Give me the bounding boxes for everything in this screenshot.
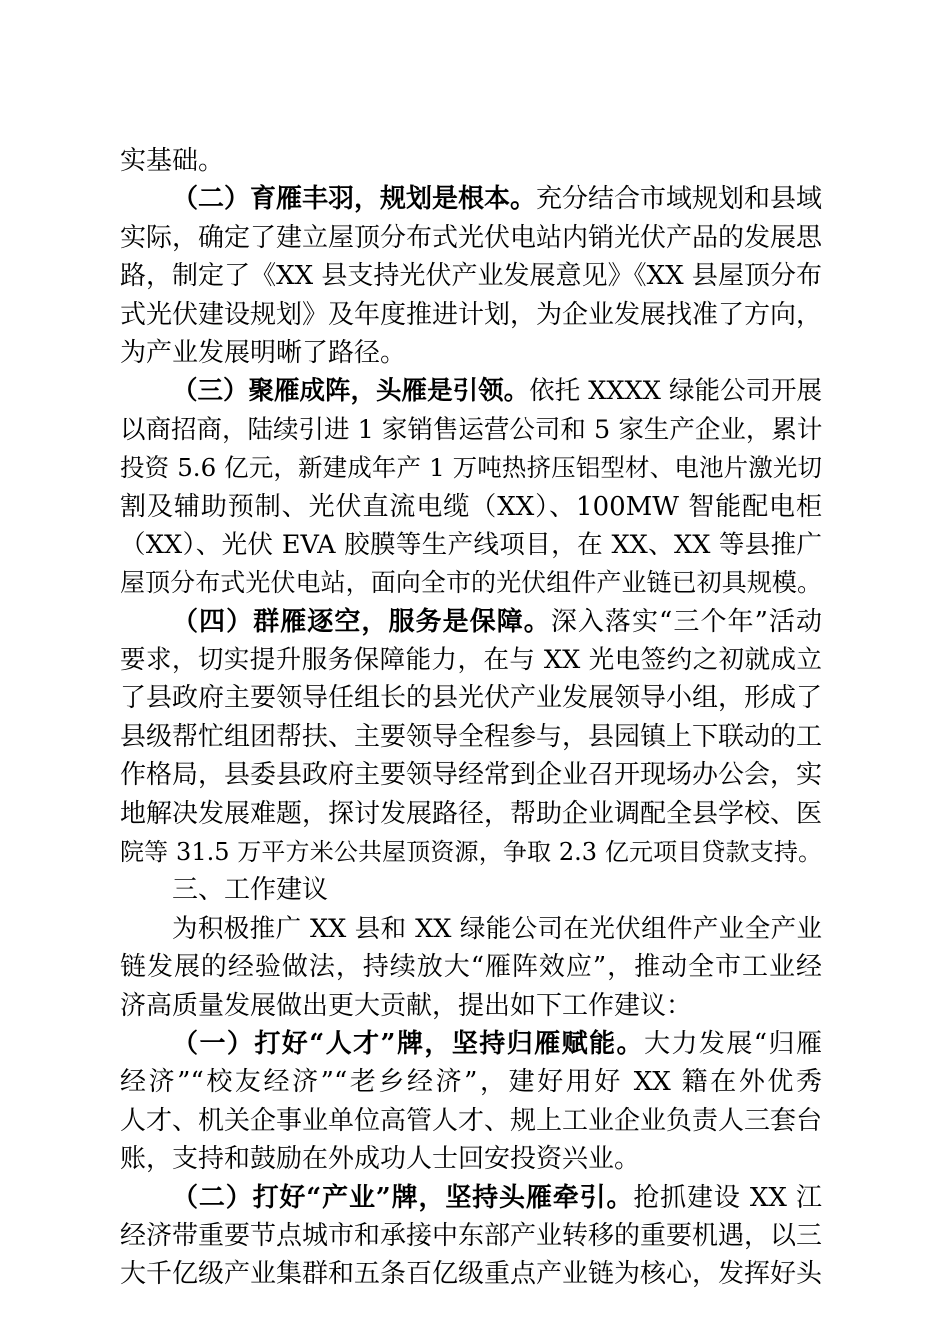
text-line-17 bbox=[120, 756, 822, 794]
line-text: 账，支持和鼓励在外成功人士回安投资兴业。 bbox=[120, 1144, 641, 1175]
text-line-28 bbox=[120, 1179, 822, 1217]
line-text: 济高质量发展做出更大贡献，提出如下工作建议： bbox=[120, 990, 693, 1021]
text-line-11 bbox=[120, 526, 822, 564]
text-line-19 bbox=[120, 833, 822, 871]
text-line-12 bbox=[120, 564, 822, 602]
line-text: 作格局，县委县政府主要领导经常到企业召开现场办公会，实 bbox=[120, 760, 822, 791]
text-line-1 bbox=[120, 142, 822, 180]
line-text: 以商招商，陆续引进 1 家销售运营公司和 5 家生产企业，累计 bbox=[120, 414, 822, 445]
text-line-27 bbox=[120, 1140, 822, 1178]
document-body bbox=[120, 142, 822, 1294]
text-line-25 bbox=[120, 1063, 822, 1101]
text-line-5 bbox=[120, 296, 822, 334]
line-text: 了县政府主要领导任组长的县光伏产业发展领导小组，形成了 bbox=[120, 683, 822, 714]
line-text: 屋顶分布式光伏电站，面向全市的光伏组件产业链已初具规模。 bbox=[120, 568, 822, 598]
line-text: 院等 31.5 万平方米公共屋顶资源，争取 2.3 亿元项目贷款支持。 bbox=[120, 838, 822, 867]
section-heading-bold: （一）打好“人才”牌，坚持归雁赋能。 bbox=[172, 1028, 644, 1059]
text-line-16 bbox=[120, 718, 822, 756]
line-text: 经济带重要节点城市和承接中东部产业转移的重要机遇，以三 bbox=[120, 1220, 822, 1251]
line-text: 割及辅助预制、光伏直流电缆（XX）、100MW 智能配电柜 bbox=[120, 491, 822, 522]
text-line-15 bbox=[120, 679, 822, 717]
line-text: 充分结合市域规划和县域 bbox=[536, 184, 822, 215]
text-line-13 bbox=[120, 603, 822, 641]
chapter-heading bbox=[120, 871, 822, 909]
text-line-4 bbox=[120, 257, 822, 295]
text-line-8 bbox=[120, 411, 822, 449]
line-text: 链发展的经验做法，持续放大“雁阵效应”，推动全市工业经 bbox=[120, 952, 822, 983]
line-text: 要求，切实提升服务保障能力，在与 XX 光电签约之初就成立 bbox=[120, 645, 822, 676]
line-text: 实基础。 bbox=[120, 146, 225, 176]
text-line-9 bbox=[120, 449, 822, 487]
text-line-30 bbox=[120, 1255, 822, 1293]
section-heading-bold: （二）育雁丰羽，规划是根本。 bbox=[172, 184, 537, 215]
chapter-heading-text: 三、工作建议 bbox=[172, 875, 329, 906]
text-line-24 bbox=[120, 1025, 822, 1063]
line-text: 经济”“校友经济”“老乡经济”，建好用好 XX 籍在外优秀 bbox=[120, 1067, 822, 1098]
line-text: 抢抓建设 XX 江 bbox=[633, 1182, 822, 1213]
text-line-14 bbox=[120, 641, 822, 679]
line-text: 大千亿级产业集群和五条百亿级重点产业链为核心，发挥好头 bbox=[120, 1259, 822, 1290]
line-text: 大力发展“归雁 bbox=[644, 1028, 822, 1059]
section-heading-bold: （四）群雁逐空，服务是保障。 bbox=[172, 606, 551, 637]
text-line-26 bbox=[120, 1102, 822, 1140]
line-text: 地解决发展难题，探讨发展路径，帮助企业调配全县学校、医 bbox=[120, 798, 822, 829]
text-line-7 bbox=[120, 372, 822, 410]
line-text: 为产业发展明晰了路径。 bbox=[120, 337, 407, 368]
text-line-10 bbox=[120, 488, 822, 526]
line-text: 县级帮忙组团帮扶、主要领导全程参与，县园镇上下联动的工 bbox=[120, 721, 822, 752]
line-text: 人才、机关企事业单位高管人才、规上工业企业负责人三套台 bbox=[120, 1105, 822, 1136]
line-text: 依托 XXXX 绿能公司开展 bbox=[529, 376, 822, 407]
text-line-3 bbox=[120, 219, 822, 257]
line-text: 路，制定了《XX 县支持光伏产业发展意见》《XX 县屋顶分布 bbox=[120, 261, 822, 292]
section-heading-bold: （二）打好“产业”牌，坚持头雁牵引。 bbox=[172, 1182, 634, 1213]
section-heading-bold: （三）聚雁成阵，头雁是引领。 bbox=[172, 376, 530, 407]
text-line-18 bbox=[120, 795, 822, 833]
line-text: 式光伏建设规划》及年度推进计划，为企业发展找准了方向， bbox=[120, 299, 822, 330]
text-line-23 bbox=[120, 987, 822, 1025]
text-line-22 bbox=[120, 948, 822, 986]
text-line-21 bbox=[120, 910, 822, 948]
line-text: 深入落实“三个年”活动 bbox=[550, 606, 822, 637]
line-text: 实际，确定了建立屋顶分布式光伏电站内销光伏产品的发展思 bbox=[120, 222, 822, 253]
text-line-2 bbox=[120, 180, 822, 218]
line-text: 投资 5.6 亿元，新建成年产 1 万吨热挤压铝型材、电池片激光切 bbox=[120, 453, 822, 483]
text-line-6 bbox=[120, 334, 822, 372]
text-line-29 bbox=[120, 1217, 822, 1255]
line-text: （XX）、光伏 EVA 胶膜等生产线项目，在 XX、XX 等县推广 bbox=[120, 529, 822, 560]
line-text: 为积极推广 XX 县和 XX 绿能公司在光伏组件产业全产业 bbox=[172, 913, 822, 944]
